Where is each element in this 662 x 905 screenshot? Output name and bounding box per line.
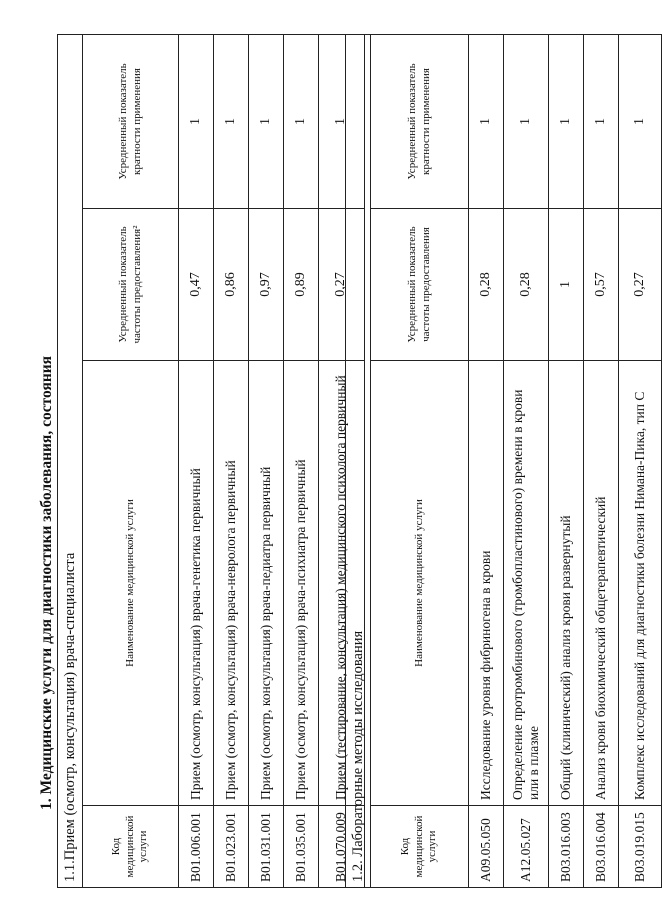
lab-methods-table <box>345 34 662 888</box>
header-multiplicity: Усредненный показатель кратности применения <box>371 34 469 208</box>
service-name: Определение протромбинового (тромбопластинового) времени в крови или в плазме <box>504 361 549 806</box>
service-code: B01.006.001 <box>179 806 214 888</box>
service-code: B01.031.001 <box>249 806 284 888</box>
frequency-value: 0,86 <box>214 209 249 361</box>
service-name: Прием (осмотр, консультация) врача-невролога первичный <box>214 361 249 806</box>
service-name: Анализ крови биохимический общетерапевтический <box>584 361 619 806</box>
header-name: Наименование медицинской услуги <box>83 361 179 806</box>
service-name: Общий (клинический) анализ крови развернутый <box>549 361 584 806</box>
header-frequency: Усредненный показатель частоты предоставления² <box>83 209 179 361</box>
frequency-value: 0,28 <box>469 209 504 361</box>
service-name: Прием (осмотр, консультация) врача-психиатра первичный <box>284 361 319 806</box>
table-row <box>504 34 549 887</box>
header-frequency: Усредненный показатель частоты предоставления <box>371 209 469 361</box>
header-code: Код медицинской услуги <box>83 806 179 888</box>
multiplicity-value: 1 <box>319 34 365 208</box>
frequency-value: 0,27 <box>619 209 662 361</box>
service-code: B03.019.015 <box>619 806 662 888</box>
service-code: A12.05.027 <box>504 806 549 888</box>
table-row <box>549 34 584 887</box>
frequency-value: 0,28 <box>504 209 549 361</box>
service-code: B01.023.001 <box>214 806 249 888</box>
service-code: B03.016.003 <box>549 806 584 888</box>
multiplicity-value: 1 <box>549 34 584 208</box>
multiplicity-value: 1 <box>469 34 504 208</box>
service-code: A09.05.050 <box>469 806 504 888</box>
service-name: Комплекс исследований для диагностики болезни Нимана-Пика, тип С <box>619 361 662 806</box>
multiplicity-value: 1 <box>284 34 319 208</box>
frequency-value: 0,89 <box>284 209 319 361</box>
table-caption: 1.2. Лабораторные методы исследования <box>346 34 371 887</box>
table-row <box>214 34 249 887</box>
service-code: B03.016.004 <box>584 806 619 888</box>
consultations-table <box>57 34 365 888</box>
multiplicity-value: 1 <box>584 34 619 208</box>
service-name: Прием (осмотр, консультация) врача-педиатра первичный <box>249 361 284 806</box>
service-name: Прием (тестирование, консультация) медицинского психолога первичный <box>319 361 365 806</box>
service-code: B01.035.001 <box>284 806 319 888</box>
frequency-value: 0,57 <box>584 209 619 361</box>
frequency-value: 0,47 <box>179 209 214 361</box>
table-row <box>469 34 504 887</box>
frequency-value: 0,97 <box>249 209 284 361</box>
table-row <box>179 34 214 887</box>
header-multiplicity: Усредненный показатель кратности применения <box>83 34 179 208</box>
service-code: B01.070.009 <box>319 806 365 888</box>
table-caption: 1.1.Прием (осмотр, консультация) врача-специалиста <box>58 34 83 887</box>
table-row <box>584 34 619 887</box>
multiplicity-value: 1 <box>619 34 662 208</box>
multiplicity-value: 1 <box>179 34 214 208</box>
table-row <box>619 34 662 887</box>
table-row <box>249 34 284 887</box>
header-code: Код медицинской услуги <box>371 806 469 888</box>
frequency-value: 0,27 <box>319 209 365 361</box>
multiplicity-value: 1 <box>504 34 549 208</box>
frequency-value: 1 <box>549 209 584 361</box>
table-row <box>284 34 319 887</box>
service-name: Исследование уровня фибриногена в крови <box>469 361 504 806</box>
multiplicity-value: 1 <box>214 34 249 208</box>
header-name: Наименование медицинской услуги <box>371 361 469 806</box>
service-name: Прием (осмотр, консультация) врача-генетика первичный <box>179 361 214 806</box>
section-heading: 1. Медицинские услуги для диагностики заболевания, состояния <box>38 355 55 810</box>
multiplicity-value: 1 <box>249 34 284 208</box>
